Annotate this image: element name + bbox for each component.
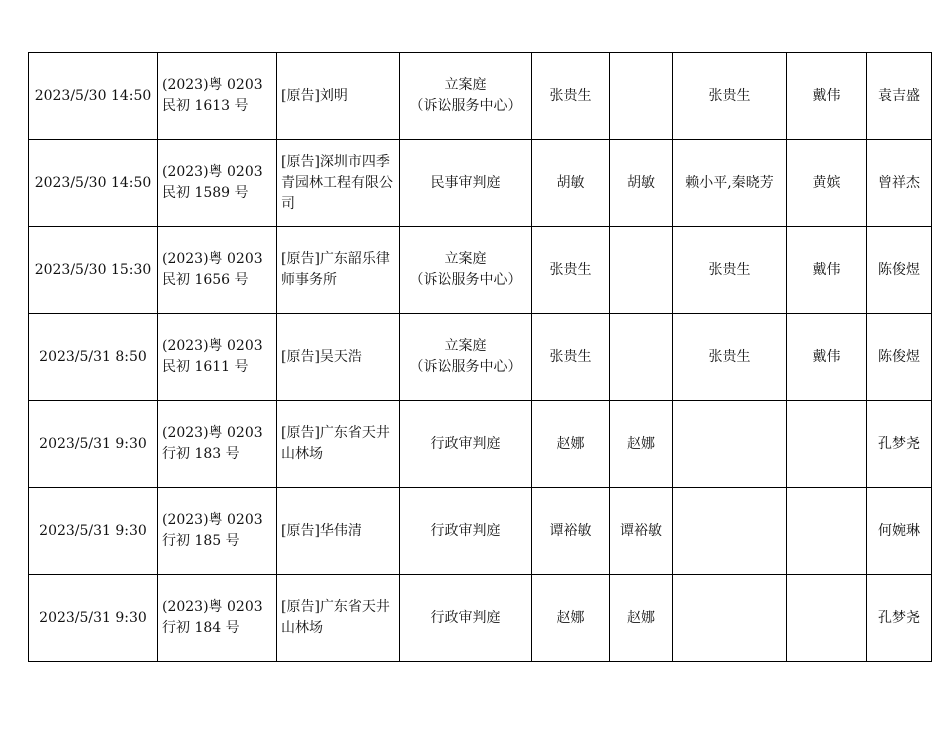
tribunal-cell: [400, 401, 532, 488]
assistant-cell: 何婉琳: [867, 488, 932, 575]
judge-cell: 赵娜: [532, 401, 610, 488]
clerk-cell: [787, 401, 867, 488]
table-row: [29, 53, 932, 140]
party-cell: [原告]广东省天井山林场: [277, 575, 400, 662]
judge-cell: 张贵生: [532, 314, 610, 401]
case-number-cell-line: (2023)粤 0203: [162, 425, 263, 441]
case-number-cell-line: 民初 1589 号: [162, 185, 249, 201]
panel-members-cell: 张贵生: [673, 314, 787, 401]
case-number-cell: [158, 401, 277, 488]
case-number-cell-line: (2023)粤 0203: [162, 164, 263, 180]
presiding-judge-cell: 谭裕敏: [610, 488, 673, 575]
case-number-cell-line: 行初 183 号: [162, 446, 240, 462]
judge-cell: 张贵生: [532, 53, 610, 140]
table-row: [29, 575, 932, 662]
case-number-cell-line: (2023)粤 0203: [162, 599, 263, 615]
case-number-cell-line: 民初 1611 号: [162, 359, 249, 375]
presiding-judge-cell: 赵娜: [610, 401, 673, 488]
tribunal-cell: [400, 140, 532, 227]
assistant-cell: 陈俊煜: [867, 227, 932, 314]
case-number-cell-line: 行初 185 号: [162, 533, 240, 549]
clerk-cell: 戴伟: [787, 227, 867, 314]
table-row: [29, 314, 932, 401]
tribunal-cell-line: 行政审判庭: [430, 609, 501, 626]
tribunal-cell-line: 行政审判庭: [430, 435, 501, 452]
table-row: [29, 227, 932, 314]
hearing-time-cell: 2023/5/31 8:50: [29, 314, 158, 401]
case-number-cell: [158, 140, 277, 227]
panel-members-cell: 张贵生: [673, 53, 787, 140]
table-row: [29, 488, 932, 575]
table-row: [29, 140, 932, 227]
hearing-schedule-sheet: [28, 52, 932, 662]
hearing-time-cell: 2023/5/30 15:30: [29, 227, 158, 314]
hearing-schedule-table: [28, 52, 932, 662]
case-number-cell: [158, 488, 277, 575]
judge-cell: 张贵生: [532, 227, 610, 314]
panel-members-cell: 张贵生: [673, 227, 787, 314]
panel-members-cell: [673, 401, 787, 488]
presiding-judge-cell: 赵娜: [610, 575, 673, 662]
tribunal-cell-line: 立案庭: [444, 77, 487, 93]
assistant-cell: 袁吉盛: [867, 53, 932, 140]
tribunal-cell: [400, 227, 532, 314]
tribunal-cell-line: 立案庭: [444, 338, 487, 354]
hearing-time-cell: 2023/5/31 9:30: [29, 488, 158, 575]
assistant-cell: 孔梦尧: [867, 575, 932, 662]
party-cell: [原告]广东省天井山林场: [277, 401, 400, 488]
assistant-cell: 曾祥杰: [867, 140, 932, 227]
presiding-judge-cell: 胡敏: [610, 140, 673, 227]
case-number-cell-line: (2023)粤 0203: [162, 77, 263, 93]
tribunal-cell-line: 立案庭: [444, 251, 487, 267]
panel-members-cell: [673, 575, 787, 662]
case-number-cell-line: 民初 1656 号: [162, 272, 249, 288]
judge-cell: 胡敏: [532, 140, 610, 227]
hearing-time-cell: 2023/5/30 14:50: [29, 53, 158, 140]
case-number-cell: [158, 53, 277, 140]
panel-members-cell: 赖小平,秦晓芳: [673, 140, 787, 227]
clerk-cell: 戴伟: [787, 53, 867, 140]
panel-members-cell: [673, 488, 787, 575]
clerk-cell: [787, 488, 867, 575]
clerk-cell: [787, 575, 867, 662]
table-row: [29, 401, 932, 488]
hearing-time-cell: 2023/5/31 9:30: [29, 401, 158, 488]
assistant-cell: 孔梦尧: [867, 401, 932, 488]
judge-cell: 谭裕敏: [532, 488, 610, 575]
presiding-judge-cell: [610, 314, 673, 401]
tribunal-cell-line: （诉讼服务中心）: [409, 359, 522, 375]
tribunal-cell: [400, 314, 532, 401]
tribunal-cell: [400, 53, 532, 140]
tribunal-cell-line: （诉讼服务中心）: [409, 272, 522, 288]
case-number-cell-line: 行初 184 号: [162, 620, 240, 636]
case-number-cell-line: 民初 1613 号: [162, 98, 249, 114]
presiding-judge-cell: [610, 53, 673, 140]
clerk-cell: 黄嫔: [787, 140, 867, 227]
case-number-cell-line: (2023)粤 0203: [162, 512, 263, 528]
party-cell: [原告]华伟清: [277, 488, 400, 575]
tribunal-cell-line: 民事审判庭: [430, 174, 501, 191]
case-number-cell: [158, 314, 277, 401]
party-cell: [原告]广东韶乐律师事务所: [277, 227, 400, 314]
case-number-cell: [158, 575, 277, 662]
case-number-cell-line: (2023)粤 0203: [162, 251, 263, 267]
judge-cell: 赵娜: [532, 575, 610, 662]
tribunal-cell: [400, 575, 532, 662]
presiding-judge-cell: [610, 227, 673, 314]
clerk-cell: 戴伟: [787, 314, 867, 401]
party-cell: [原告]吴天浩: [277, 314, 400, 401]
schedule-rows: [29, 53, 932, 662]
case-number-cell: [158, 227, 277, 314]
hearing-time-cell: 2023/5/30 14:50: [29, 140, 158, 227]
assistant-cell: 陈俊煜: [867, 314, 932, 401]
hearing-time-cell: 2023/5/31 9:30: [29, 575, 158, 662]
case-number-cell-line: (2023)粤 0203: [162, 338, 263, 354]
tribunal-cell-line: 行政审判庭: [430, 522, 501, 539]
tribunal-cell-line: （诉讼服务中心）: [409, 98, 522, 114]
party-cell: [原告]刘明: [277, 53, 400, 140]
party-cell: [原告]深圳市四季青园林工程有限公司: [277, 140, 400, 227]
tribunal-cell: [400, 488, 532, 575]
